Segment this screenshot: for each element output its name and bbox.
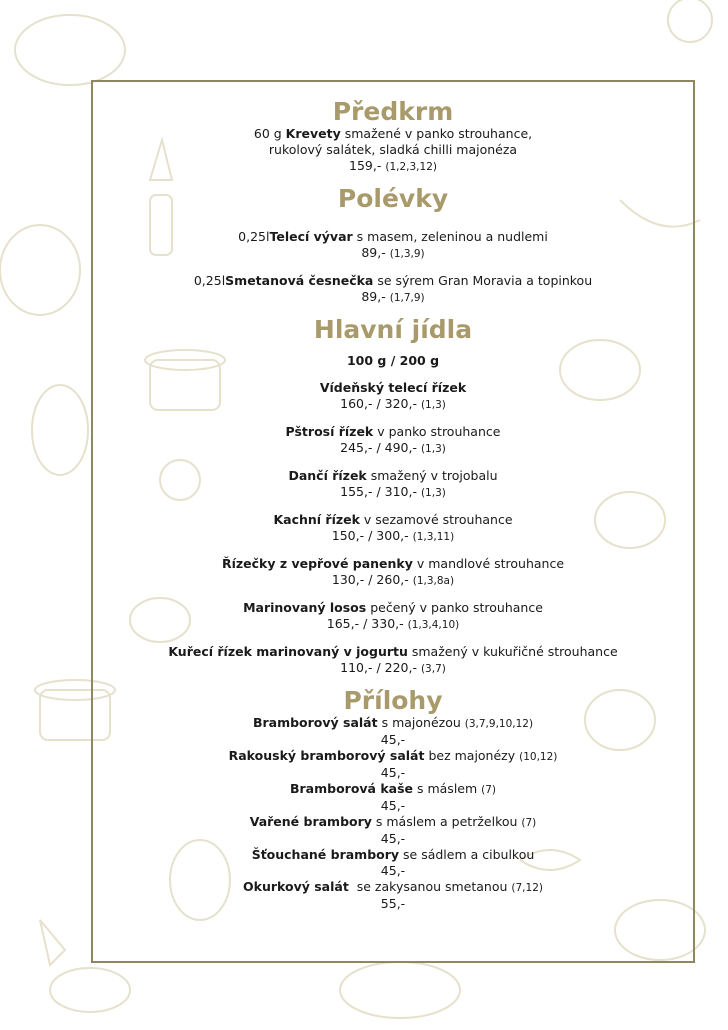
portion-size-label: 100 g / 200 g bbox=[346, 353, 440, 368]
item-allergens: (1,7,9) bbox=[389, 292, 425, 304]
item-name: Kuřecí řízek marinovaný v jogurtu bbox=[168, 644, 408, 659]
item-allergens: (10,12) bbox=[519, 751, 558, 763]
section-title-polevky: Polévky bbox=[337, 184, 449, 213]
item-description: v panko strouhance bbox=[373, 424, 501, 439]
item-price: 45,- bbox=[380, 765, 406, 780]
item-price: 165,- / 330,- bbox=[326, 616, 404, 631]
section-title-predkrm: Předkrm bbox=[332, 97, 454, 126]
item-allergens: (1,2,3,12) bbox=[385, 161, 437, 173]
item-description: v mandlové strouhance bbox=[412, 556, 565, 571]
menu-item-side bbox=[93, 715, 693, 748]
item-description: pečený v panko strouhance bbox=[366, 600, 543, 615]
item-allergens: (1,3,11) bbox=[412, 531, 455, 543]
menu-item-teleci-vyvar bbox=[93, 229, 693, 262]
item-price: 110,- / 220,- bbox=[340, 660, 417, 675]
item-description: se zakysanou smetanou bbox=[348, 879, 512, 894]
item-name: Rakouský bramborový salát bbox=[228, 748, 425, 763]
item-name: Šťouchané brambory bbox=[251, 847, 400, 862]
item-price: 150,- / 300,- bbox=[331, 528, 409, 543]
item-price: 45,- bbox=[380, 831, 406, 846]
item-prefix: 0,25l bbox=[193, 273, 226, 288]
item-price: 89,- bbox=[361, 245, 386, 260]
item-allergens: (3,7) bbox=[420, 663, 446, 675]
item-name: Bramborový salát bbox=[252, 715, 378, 730]
item-description: s máslem a petrželkou bbox=[371, 814, 522, 829]
item-allergens: (1,3) bbox=[420, 443, 446, 455]
item-description: se sádlem a cibulkou bbox=[399, 847, 535, 862]
item-price: 45,- bbox=[380, 863, 406, 878]
item-prefix: 60 g bbox=[253, 126, 286, 141]
menu-item-main bbox=[93, 512, 693, 545]
menu-item-krevety bbox=[93, 126, 693, 175]
item-price: 55,- bbox=[380, 896, 406, 911]
item-name: Dančí řízek bbox=[288, 468, 367, 483]
item-allergens: (1,3) bbox=[420, 487, 446, 499]
item-price: 159,- bbox=[349, 158, 382, 173]
item-description: smažené v panko strouhance, bbox=[340, 126, 533, 141]
section-title-prilohy: Přílohy bbox=[343, 686, 443, 715]
item-name: Smetanová česnečka bbox=[225, 273, 374, 288]
item-allergens: (1,3) bbox=[420, 399, 446, 411]
item-price: 89,- bbox=[361, 289, 386, 304]
item-description: se sýrem Gran Moravia a topinkou bbox=[373, 273, 593, 288]
menu-item-smetanova-cesnecka bbox=[93, 273, 693, 306]
item-price: 160,- / 320,- bbox=[340, 396, 417, 411]
item-allergens: (1,3,9) bbox=[389, 248, 425, 260]
menu-item-main bbox=[93, 644, 693, 677]
item-allergens: (3,7,9,10,12) bbox=[464, 718, 534, 730]
item-allergens: (7) bbox=[521, 817, 537, 829]
menu-item-side bbox=[93, 847, 693, 879]
menu-item-main bbox=[93, 600, 693, 633]
item-name: Pštrosí řízek bbox=[285, 424, 374, 439]
item-name: Řízečky z vepřové panenky bbox=[221, 556, 413, 571]
item-description: v sezamové strouhance bbox=[359, 512, 513, 527]
menu-item-main bbox=[93, 424, 693, 457]
item-name: Vařené brambory bbox=[249, 814, 372, 829]
menu-item-main bbox=[93, 380, 693, 413]
item-price: 245,- / 490,- bbox=[340, 440, 417, 455]
menu-item-side bbox=[93, 748, 693, 781]
menu-item-main bbox=[93, 468, 693, 501]
item-allergens: (7) bbox=[481, 784, 497, 796]
item-price: 45,- bbox=[380, 798, 406, 813]
item-price: 130,- / 260,- bbox=[331, 572, 409, 587]
item-allergens: (1,3,4,10) bbox=[407, 619, 460, 631]
item-name: Okurkový salát bbox=[243, 879, 349, 894]
item-name: Krevety bbox=[285, 126, 341, 141]
item-allergens: (7,12) bbox=[511, 882, 543, 894]
menu-item-main bbox=[93, 556, 693, 589]
item-name: Telecí vývar bbox=[269, 229, 353, 244]
item-description: s máslem bbox=[413, 781, 482, 796]
menu-item-side bbox=[93, 814, 693, 847]
menu-content bbox=[93, 98, 693, 912]
item-description: s masem, zeleninou a nudlemi bbox=[352, 229, 548, 244]
item-description: smažený v trojobalu bbox=[366, 468, 498, 483]
item-name: Kachní řízek bbox=[273, 512, 360, 527]
item-description: smažený v kukuřičné strouhance bbox=[407, 644, 618, 659]
item-description: s majonézou bbox=[377, 715, 465, 730]
item-description: bez majonézy bbox=[424, 748, 520, 763]
menu-item-side bbox=[93, 879, 693, 912]
item-name: Marinovaný losos bbox=[243, 600, 367, 615]
item-prefix: 0,25l bbox=[238, 229, 270, 244]
item-price: 45,- bbox=[380, 732, 406, 747]
item-price: 155,- / 310,- bbox=[340, 484, 417, 499]
item-name: Bramborová kaše bbox=[289, 781, 414, 796]
item-description: rukolový salátek, sladká chilli majonéza bbox=[268, 142, 518, 157]
menu-item-side bbox=[93, 781, 693, 814]
section-title-hlavni-jidla: Hlavní jídla bbox=[313, 315, 473, 344]
item-allergens: (1,3,8a) bbox=[412, 575, 455, 587]
item-name: Vídeňský telecí řízek bbox=[319, 380, 467, 395]
